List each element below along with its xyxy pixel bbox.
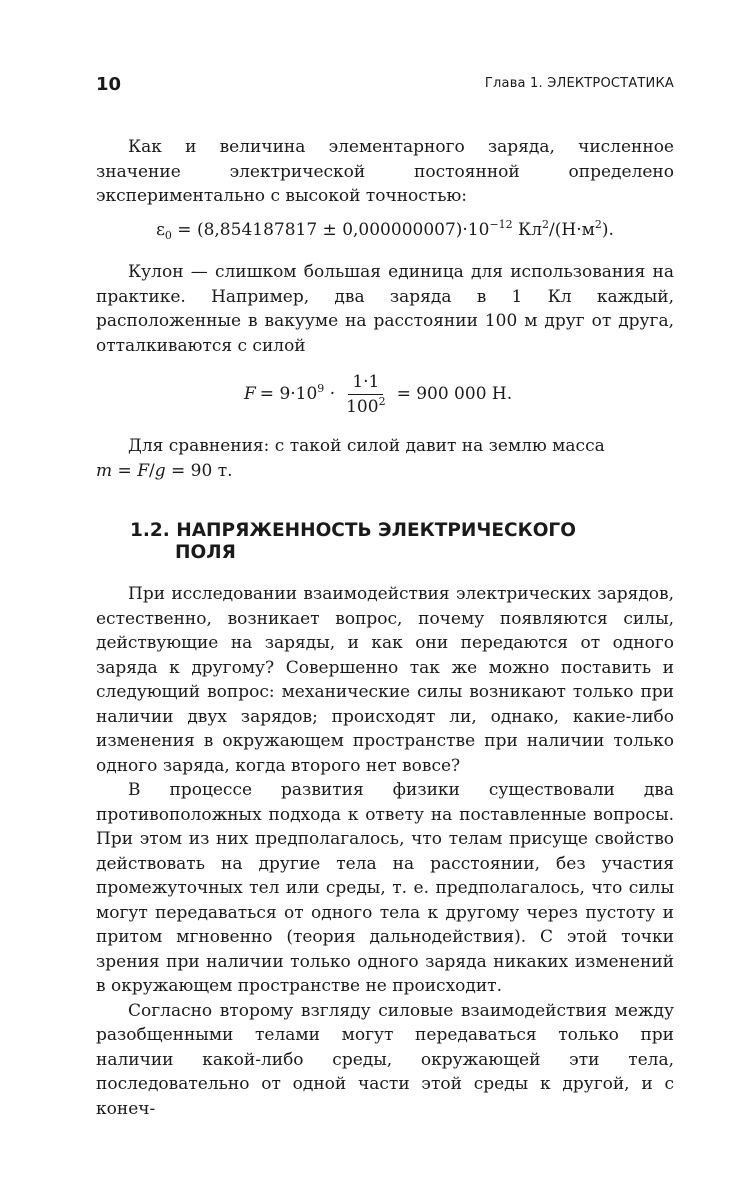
section-heading (130, 520, 650, 564)
coulomb-paragraph-block (96, 260, 674, 358)
fraction-denominator: 100 (346, 396, 379, 417)
formula-unit-tail: /(Н·м (549, 220, 595, 240)
page-header (96, 74, 674, 96)
formula-result: = 900 000 Н. (396, 384, 513, 404)
fraction (342, 372, 389, 417)
var-m: m (96, 460, 113, 481)
formula-exp: −12 (489, 218, 513, 231)
fraction-numerator: 1·1 (348, 372, 383, 395)
book-page (96, 0, 674, 1182)
paragraph: Как и величина элементарного заряда, численное значение электрической постоянной определено экспериментально с высокой точностью: (96, 137, 674, 206)
var-g: g (154, 460, 166, 481)
compare-paragraph-block (96, 434, 674, 483)
fraction-den-exp: 2 (378, 394, 386, 408)
formula-exp: 9 (317, 382, 325, 395)
eq-sign: = (112, 460, 138, 481)
formula-unit-tail-exp: 2 (594, 218, 602, 231)
formula-text: = (8,854187817 ± 0,000000007)·10 (171, 220, 490, 240)
formula-epsilon0 (96, 220, 674, 240)
section-title-line2: ПОЛЯ (175, 542, 236, 563)
paragraph: Согласно второму взгляду силовые взаимодействия между разобщенными телами могут передаваться только при наличии какой-либо среды, окружающей эти тела, последовательно от одной части этой среды к другой, и с конеч- (96, 1000, 674, 1119)
paragraph: Для сравнения: с такой силой давит на землю масса (128, 436, 605, 456)
compare-rest: = 90 т. (165, 460, 233, 481)
paragraph: Кулон — слишком большая единица для использования на практике. Например, два заряда в 1 Кл каждый, расположенные в вакууме на расстоянии 100 м друг от друга, отталкиваются с силой (96, 262, 674, 356)
formula-unit-exp: 2 (542, 218, 550, 231)
formula-end: ). (601, 220, 614, 240)
formula-unit: Кл (512, 220, 543, 240)
running-head: Глава 1. ЭЛЕКТРОСТАТИКА (484, 76, 674, 91)
var-F: F (137, 460, 149, 481)
intro-paragraph-block (96, 135, 674, 209)
formula-eq-start: = 9·10 (259, 384, 318, 404)
section-title-line1: 1.2. НАПРЯЖЕННОСТЬ ЭЛЕКТРИЧЕСКОГО (130, 520, 576, 541)
page-number: 10 (96, 74, 122, 95)
formula-force (96, 370, 674, 418)
formula-sub: 0 (164, 229, 172, 242)
slash: / (148, 460, 155, 481)
formula-lhs: F (244, 384, 256, 404)
formula-dot: · (324, 384, 336, 404)
paragraph-continuation (96, 459, 674, 484)
paragraph: При исследовании взаимодействия электрических зарядов, естественно, возникает вопрос, почему появляются силы, действующие на заряды, и как они передаются от одного заряда к другому? Совершенно так же можно поставить и следующий вопрос: механические силы возникают только при наличии двух зарядов; происходят ли, однако, какие-либо изменения в окружающем пространстве при наличии только одного заряда, когда второго нет вовсе? (96, 584, 674, 776)
section-body (96, 582, 674, 1121)
formula-symbol: ε (156, 220, 165, 240)
paragraph: В процессе развития физики существовали два противоположных подхода к ответу на поставленные вопросы. При этом из них предполагалось, что телам присуще свойство действовать на другие тела на расстоянии, без участия промежуточных тел или среды, т. е. предполагалось, что силы могут передаваться от одного тела к другому через пустоту и притом мгновенно (теория дальнодействия). С этой точки зрения при наличии только одного заряда никаких изменений в окружающем пространстве не происходит. (96, 780, 674, 996)
